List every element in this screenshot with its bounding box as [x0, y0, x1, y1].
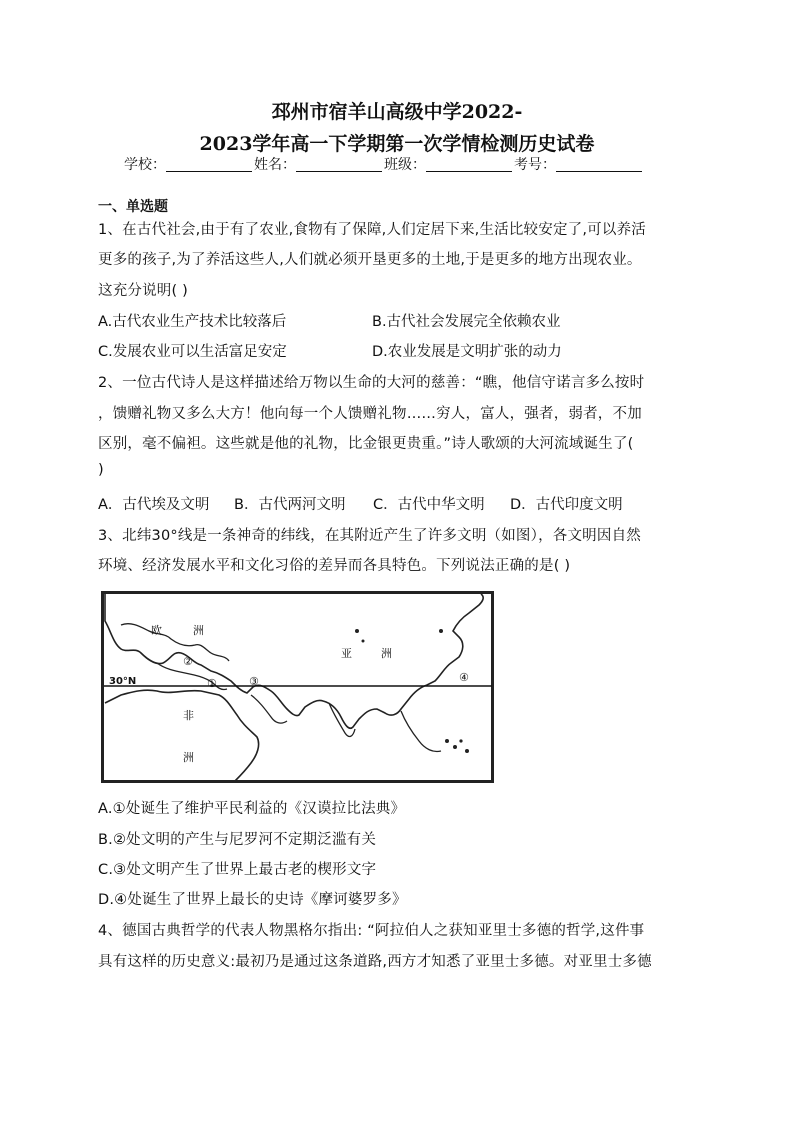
exam-title-line2: 2023学年高一下学期第一次学情检测历史试卷	[199, 133, 595, 155]
q4-line-1: 4、德国古典哲学的代表人物黑格尔指出: “阿拉伯人之获知亚里士多德的哲学,这件事	[98, 923, 645, 939]
marker-4: ④	[459, 671, 469, 684]
q3-option-c[interactable]: C.③处文明产生了世界上最古老的楔形文字	[98, 862, 377, 878]
q1-line-1: 1、在古代社会,由于有了农业,食物有了保障,人们定居下来,生活比较安定了,可以养活	[98, 222, 646, 238]
q1-option-d[interactable]: D.农业发展是文明扩张的动力	[372, 344, 562, 360]
q3-line-1: 3、北纬30°线是一条神奇的纬线，在其附近产生了许多文明（如图），各文明因自然	[98, 528, 641, 544]
q3-line-2: 环境、经济发展水平和文化习俗的差异而各具特色。下列说法正确的是( )	[98, 558, 571, 574]
q2-line-2: ，馈赠礼物又多么大方！他向每一个人馈赠礼物……穷人，富人，强者，弱者，不加	[98, 406, 642, 422]
q1-line-3: 这充分说明( )	[98, 283, 189, 299]
class-label: 班级：	[384, 157, 426, 173]
number-label: 考号：	[514, 157, 556, 173]
marker-1: ①	[207, 677, 217, 690]
q2-line-3: 区别，毫不偏袒。这些就是他的礼物，比金银更贵重。”诗人歌颂的大河流域诞生了(	[98, 436, 634, 452]
q3-option-d[interactable]: D.④处诞生了世界上最长的史诗《摩诃婆罗多》	[98, 892, 407, 908]
q2-option-c[interactable]: C．古代中华文明	[373, 497, 485, 513]
q4-line-2: 具有这样的历史意义:最初乃是通过这条道路,西方才知悉了亚里士多德。对亚里士多德	[98, 954, 652, 970]
q1-option-c[interactable]: C.发展农业可以生活富足安定	[98, 344, 287, 360]
section-heading: 一、单选题	[98, 199, 168, 215]
q2-option-b[interactable]: B．古代两河文明	[234, 497, 346, 513]
name-label: 姓名：	[254, 157, 296, 173]
label-asia-2: 洲	[381, 647, 392, 660]
q2-option-a[interactable]: A．古代埃及文明	[98, 497, 210, 513]
number-blank[interactable]	[556, 157, 642, 172]
q1-option-b[interactable]: B.古代社会发展完全依赖农业	[372, 314, 561, 330]
q1-line-2: 更多的孩子,为了养活这些人,人们就必须开垦更多的土地,于是更多的地方出现农业。	[98, 252, 642, 268]
q3-option-a[interactable]: A.①处诞生了维护平民利益的《汉谟拉比法典》	[98, 801, 406, 817]
school-blank[interactable]	[166, 157, 252, 172]
label-africa-1: 非	[183, 709, 194, 722]
marker-3: ③	[249, 675, 259, 688]
world-map-30n	[101, 591, 494, 783]
q1-option-a[interactable]: A.古代农业生产技术比较落后	[98, 314, 287, 330]
label-europe-2: 洲	[193, 624, 204, 637]
q3-option-b[interactable]: B.②处文明的产生与尼罗河不定期泛滥有关	[98, 832, 377, 848]
student-info-row	[124, 154, 644, 174]
school-label: 学校：	[124, 157, 166, 173]
q2-option-d[interactable]: D．古代印度文明	[510, 497, 623, 513]
q2-line-1: 2、一位古代诗人是这样描述给万物以生命的大河的慈善：“瞧，他信守诺言多么按时	[98, 375, 645, 391]
label-30n: 30°N	[109, 676, 137, 687]
label-africa-2: 洲	[183, 751, 194, 764]
name-blank[interactable]	[296, 157, 382, 172]
marker-2: ②	[183, 655, 193, 668]
exam-title-line1: 邳州市宿羊山高级中学2022-	[271, 101, 523, 123]
class-blank[interactable]	[426, 157, 512, 172]
label-europe-1: 欧	[151, 624, 162, 637]
label-asia-1: 亚	[341, 647, 352, 660]
q2-line-4: )	[98, 462, 104, 478]
